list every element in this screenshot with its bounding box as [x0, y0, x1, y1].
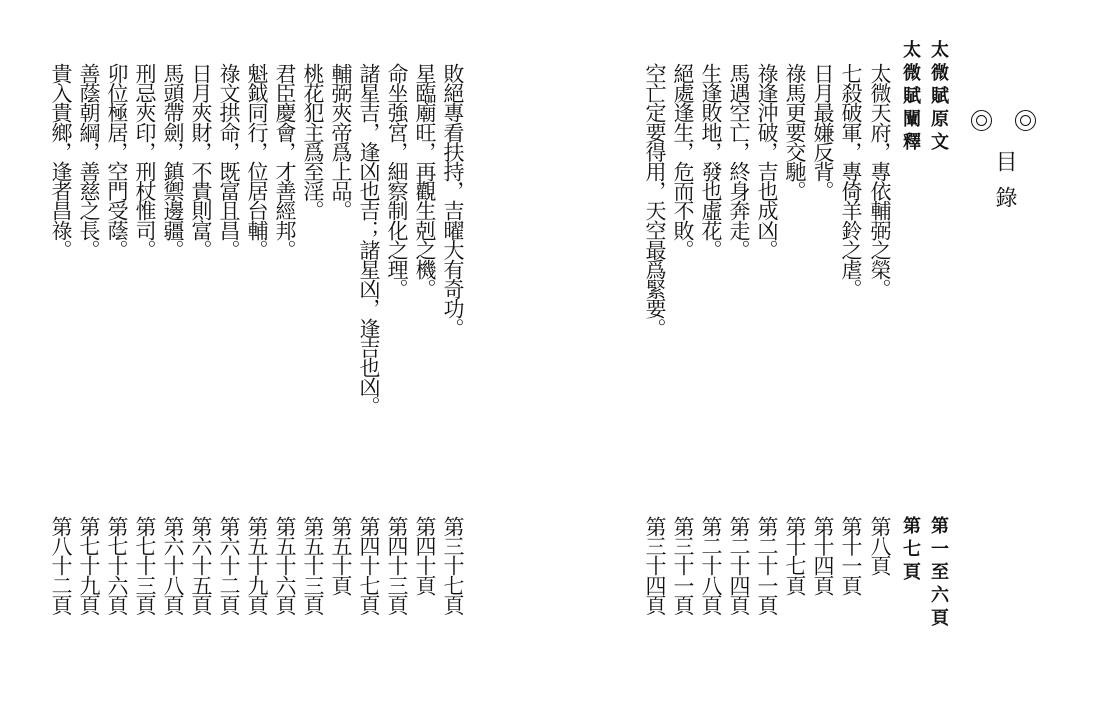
page-title: 目錄 [992, 150, 1017, 222]
list-item: 七殺破軍，專倚羊鈴之虐。 [839, 63, 863, 299]
page-ref: 第十七頁 [783, 516, 807, 595]
list-item: 桃花犯主爲至淫。 [301, 63, 325, 220]
page-ref: 第四十頁 [413, 516, 437, 595]
page-ref: 第六十二頁 [217, 516, 241, 615]
list-item: 馬頭帶劍，鎮禦邊疆。 [161, 63, 185, 260]
list-item: 魁鉞同行，位居台輔。 [245, 63, 269, 260]
double-circle-icon [971, 110, 993, 132]
page-ref: 第七十六頁 [105, 516, 129, 615]
list-item: 刑忌夾印，刑杖惟司。 [133, 63, 157, 260]
list-item: 君臣慶會，才善經邦。 [273, 63, 297, 260]
list-item: 祿文拱命，既富且昌。 [217, 63, 241, 260]
page-ref: 第五十三頁 [301, 516, 325, 615]
list-item: 空亡定要得用，天空最爲緊要。 [643, 63, 667, 338]
list-item: 日月夾財，不貴則富。 [189, 63, 213, 260]
page-ref: 第六十八頁 [161, 516, 185, 615]
page-ref: 第十四頁 [811, 516, 835, 595]
list-item: 卯位極居，空門受蔭。 [105, 63, 129, 260]
list-item: 絕處逢生，危而不敗。 [671, 63, 695, 260]
page-ref: 第五十六頁 [273, 516, 297, 615]
list-item: 祿馬更要交馳。 [783, 63, 807, 201]
list-item: 輔弼夾帝爲上品。 [329, 63, 353, 220]
page-ref: 第十一頁 [839, 516, 863, 595]
page-ref: 第三十七頁 [441, 516, 465, 615]
page-ref: 第七十九頁 [77, 516, 101, 615]
toc-heading [992, 110, 1037, 264]
section-title: 太微賦原文 [928, 40, 949, 155]
list-item: 貴入貴鄉，逢者昌祿。 [49, 63, 73, 260]
double-circle-icon [1015, 110, 1037, 132]
page-ref: 第五十頁 [329, 516, 353, 595]
page-ref: 第八十二頁 [49, 516, 73, 615]
page-ref: 第三十四頁 [643, 516, 667, 615]
page-ref: 第四十三頁 [385, 516, 409, 615]
list-item: 命坐強宮，細察制化之理。 [385, 63, 409, 299]
list-item: 敗絕專看扶持，吉曜大有奇功。 [441, 63, 465, 338]
list-item: 祿逢沖破，吉也成凶。 [755, 63, 779, 260]
page-ref: 第五十九頁 [245, 516, 269, 615]
list-item: 馬遇空亡，終身奔走。 [727, 63, 751, 260]
page-ref: 第四十七頁 [357, 516, 381, 615]
list-item: 日月最嫌反背。 [811, 63, 835, 201]
page-ref: 第二十四頁 [727, 516, 751, 615]
page-ref: 第二十八頁 [699, 516, 723, 615]
list-item: 諸星吉，逢凶也吉；諸星凶，逢吉也凶。 [357, 63, 381, 416]
page-ref: 第七十三頁 [133, 516, 157, 615]
page-ref: 第二十一頁 [755, 516, 779, 615]
list-item: 善蔭朝綱，善慈之長。 [77, 63, 101, 260]
list-item: 生逢敗地，發也虛花。 [699, 63, 723, 260]
section-title: 太微賦闡釋 [900, 40, 921, 155]
page-ref: 第六十五頁 [189, 516, 213, 615]
page-ref: 第八頁 [868, 516, 892, 575]
list-item: 星臨廟旺，再觀生剋之機。 [413, 63, 437, 299]
section-page: 第一至六頁 [928, 516, 949, 631]
list-item: 太微天府，專依輔弼之榮。 [868, 63, 892, 299]
page-ref: 第三十一頁 [671, 516, 695, 615]
section-page: 第七頁 [900, 516, 921, 585]
